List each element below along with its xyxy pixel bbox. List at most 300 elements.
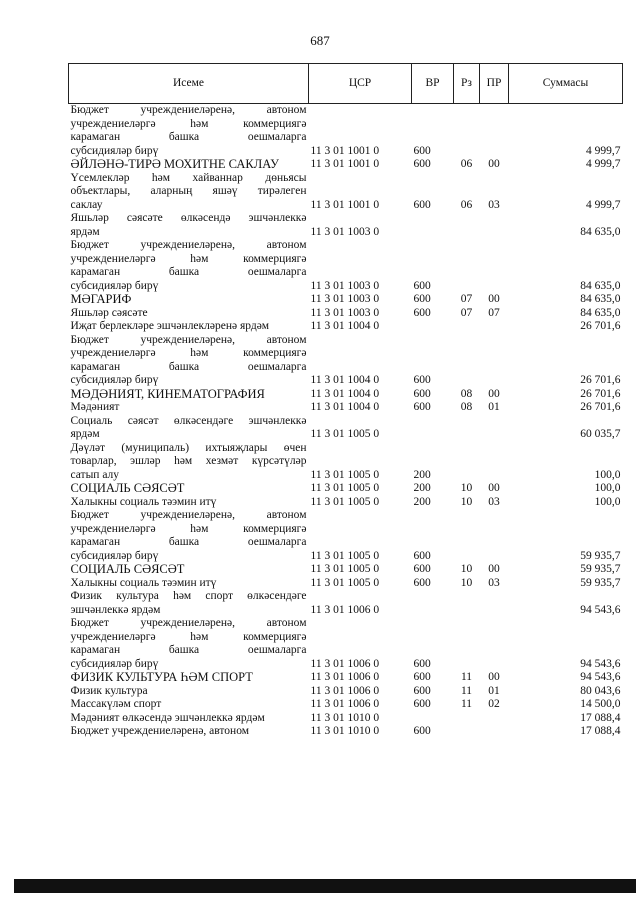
row-vr <box>412 104 454 118</box>
row-pr: 03 <box>488 495 500 508</box>
row-sum: 17 088,4 <box>580 711 621 724</box>
row-vr <box>412 631 454 645</box>
row-csr <box>309 253 412 267</box>
row-csr: 11 3 01 1001 0 <box>310 198 380 211</box>
row-vr <box>412 320 454 334</box>
row-pr <box>480 509 509 523</box>
row-vr <box>412 253 454 267</box>
row-vr: 600 <box>413 576 431 589</box>
row-csr: 11 3 01 1005 0 <box>310 428 380 440</box>
row-csr: 11 3 01 1005 0 <box>310 563 380 575</box>
row-sum <box>509 172 623 186</box>
row-vr: 200 <box>413 468 431 481</box>
row-sum: 100,0 <box>594 482 621 494</box>
row-vr <box>412 185 454 199</box>
header-csr: ЦСР <box>309 64 412 104</box>
row-name-line: Мәдәният <box>70 401 120 413</box>
row-name-line: субсидияләр бирү <box>70 549 159 562</box>
scan-edge-bar <box>14 879 636 893</box>
row-sum: 84 635,0 <box>580 225 621 238</box>
row-vr <box>412 347 454 361</box>
row-rz <box>454 212 480 226</box>
row-csr: 11 3 01 1010 0 <box>310 725 380 737</box>
row-pr: 00 <box>488 482 500 494</box>
row-rz: 07 <box>460 293 473 305</box>
row-vr <box>412 590 454 604</box>
row-sum: 100,0 <box>594 468 621 481</box>
row-pr: 00 <box>488 563 500 575</box>
row-name-line: ярдәм <box>70 225 100 238</box>
row-rz <box>454 266 480 280</box>
table-row <box>69 347 623 361</box>
table-row <box>69 239 623 253</box>
row-sum <box>509 617 623 631</box>
row-pr: 03 <box>488 576 500 589</box>
row-pr <box>480 104 509 118</box>
row-pr <box>480 320 509 334</box>
row-pr <box>480 185 509 199</box>
row-name-line: Социаль сәясәт өлкәсендәге эшчәнлеккә <box>70 414 307 427</box>
row-name-line: Бюджет учреждениеләренә, автоном <box>70 509 307 521</box>
row-rz <box>454 631 480 645</box>
row-pr <box>480 644 509 658</box>
row-name-line: учреждениеләргә һәм коммерциягә <box>70 522 307 535</box>
row-rz <box>454 455 480 469</box>
row-sum: 100,0 <box>594 495 621 508</box>
table-row <box>69 388 623 402</box>
row-sum: 4 999,7 <box>586 158 621 170</box>
row-sum <box>509 185 623 199</box>
row-sum: 94 543,6 <box>580 603 621 616</box>
row-name-line: Бюджет учреждениеләренә, автоном <box>70 104 307 116</box>
row-rz <box>454 658 480 672</box>
row-sum <box>509 455 623 469</box>
row-pr <box>480 361 509 375</box>
row-name-line: Физик культура <box>70 684 148 697</box>
row-name-line: субсидияләр бирү <box>70 144 159 157</box>
row-rz: 06 <box>460 158 473 170</box>
row-rz <box>454 550 480 564</box>
row-rz <box>454 604 480 618</box>
row-rz <box>454 239 480 253</box>
row-vr: 600 <box>413 293 431 305</box>
row-csr: 11 3 01 1005 0 <box>310 482 380 494</box>
table-row <box>69 401 623 415</box>
table-row <box>69 199 623 213</box>
row-name-line: карамаган башка оешмаларга <box>70 644 307 656</box>
row-csr <box>309 523 412 537</box>
row-sum <box>509 442 623 456</box>
table-row <box>69 280 623 294</box>
table-row <box>69 334 623 348</box>
row-pr <box>480 442 509 456</box>
row-sum: 94 543,6 <box>580 671 621 683</box>
row-rz <box>454 442 480 456</box>
row-name-line: СОЦИАЛЬ СӘЯСӘТ <box>70 481 185 495</box>
row-sum: 59 935,7 <box>580 549 621 562</box>
row-csr: 11 3 01 1006 0 <box>310 671 380 683</box>
row-vr <box>412 712 454 726</box>
row-sum: 26 701,6 <box>580 374 621 386</box>
table-row <box>69 604 623 618</box>
row-sum <box>509 253 623 267</box>
table-row <box>69 725 623 739</box>
header-rz: Рз <box>454 64 480 104</box>
row-rz <box>454 469 480 483</box>
row-vr: 600 <box>413 279 431 292</box>
row-rz <box>454 145 480 159</box>
row-pr <box>480 469 509 483</box>
row-rz <box>454 725 480 739</box>
row-name-line: карамаган башка оешмаларга <box>70 266 307 278</box>
row-csr <box>309 617 412 631</box>
row-csr <box>309 347 412 361</box>
row-csr: 11 3 01 1006 0 <box>310 657 380 670</box>
row-sum: 59 935,7 <box>580 563 621 575</box>
row-vr <box>412 226 454 240</box>
row-sum <box>509 523 623 537</box>
row-rz: 11 <box>460 671 473 683</box>
row-pr <box>480 712 509 726</box>
row-rz <box>454 361 480 375</box>
row-rz: 07 <box>460 306 473 319</box>
row-vr <box>412 428 454 442</box>
row-pr <box>480 550 509 564</box>
row-name-line: субсидияләр бирү <box>70 657 159 670</box>
row-pr <box>480 239 509 253</box>
row-pr: 00 <box>488 293 500 305</box>
row-vr <box>412 523 454 537</box>
row-csr: 11 3 01 1005 0 <box>310 549 380 562</box>
row-pr <box>480 415 509 429</box>
row-csr <box>309 172 412 186</box>
row-name-line: учреждениеләргә һәм коммерциягә <box>70 347 307 359</box>
row-name-line: Массакүләм спорт <box>70 698 162 710</box>
table-row <box>69 374 623 388</box>
table-row <box>69 226 623 240</box>
row-rz <box>454 334 480 348</box>
table-row <box>69 509 623 523</box>
row-rz: 11 <box>460 698 473 710</box>
row-name-line: Халыкны социаль тәэмин итү <box>70 576 217 589</box>
row-csr <box>309 185 412 199</box>
budget-table <box>68 63 623 739</box>
table-row <box>69 685 623 699</box>
row-csr: 11 3 01 1003 0 <box>310 293 380 305</box>
row-name-line: карамаган башка оешмаларга <box>70 131 307 143</box>
table-row <box>69 104 623 118</box>
row-csr <box>309 239 412 253</box>
row-name-line: Яшьләр сәясәте <box>70 306 148 319</box>
row-pr <box>480 428 509 442</box>
row-name-line: Бюджет учреждениеләренә, автоном <box>70 333 307 346</box>
row-sum: 94 543,6 <box>580 657 621 670</box>
row-sum <box>509 347 623 361</box>
row-rz <box>454 415 480 429</box>
row-pr <box>480 631 509 645</box>
table-row <box>69 212 623 226</box>
row-pr <box>480 725 509 739</box>
row-rz <box>454 712 480 726</box>
row-rz <box>454 374 480 388</box>
row-name-line: учреждениеләргә һәм коммерциягә <box>70 252 307 265</box>
row-name-line: Иҗат берлекләре эшчәнлекләренә ярдәм <box>70 320 270 332</box>
row-sum: 26 701,6 <box>580 401 621 413</box>
row-rz <box>454 226 480 240</box>
row-pr: 00 <box>488 158 500 170</box>
row-sum <box>509 590 623 604</box>
row-csr: 11 3 01 1001 0 <box>310 144 380 157</box>
row-csr <box>309 415 412 429</box>
row-name-line: ӘЙЛӘНӘ-ТИРӘ МОХИТНЕ САКЛАУ <box>70 157 280 171</box>
row-vr: 600 <box>413 563 431 575</box>
row-csr <box>309 334 412 348</box>
row-csr: 11 3 01 1001 0 <box>310 158 380 170</box>
row-rz <box>454 185 480 199</box>
row-name-line: Мәдәният өлкәсендә эшчәнлеккә ярдәм <box>70 711 265 724</box>
row-csr: 11 3 01 1003 0 <box>310 225 380 238</box>
row-pr <box>480 604 509 618</box>
header-name: Исеме <box>69 64 309 104</box>
row-vr: 600 <box>413 198 431 211</box>
row-vr: 600 <box>413 698 431 710</box>
row-csr: 11 3 01 1003 0 <box>310 279 380 292</box>
row-csr: 11 3 01 1005 0 <box>310 468 380 481</box>
table-row <box>69 712 623 726</box>
table-row <box>69 253 623 267</box>
table-row <box>69 658 623 672</box>
row-csr <box>309 455 412 469</box>
row-csr: 11 3 01 1003 0 <box>310 306 380 319</box>
table-row <box>69 631 623 645</box>
row-rz <box>454 104 480 118</box>
row-pr <box>480 131 509 145</box>
row-csr <box>309 131 412 145</box>
page-number: 687 <box>310 33 330 48</box>
row-vr <box>412 118 454 132</box>
row-vr: 600 <box>413 657 431 670</box>
table-row <box>69 698 623 712</box>
row-name-line: ярдәм <box>70 428 100 440</box>
row-vr: 600 <box>413 387 431 400</box>
row-sum: 4 999,7 <box>586 198 621 211</box>
table-row <box>69 563 623 577</box>
row-sum <box>509 104 623 118</box>
row-pr <box>480 253 509 267</box>
row-sum: 59 935,7 <box>580 576 621 589</box>
row-sum <box>509 361 623 375</box>
row-vr <box>412 266 454 280</box>
table-row <box>69 550 623 564</box>
row-vr <box>412 644 454 658</box>
row-vr: 600 <box>413 374 431 386</box>
row-pr: 03 <box>488 198 500 211</box>
table-row <box>69 293 623 307</box>
row-vr: 600 <box>413 725 431 737</box>
table-row <box>69 577 623 591</box>
row-name-line: саклау <box>70 198 103 211</box>
row-name-line: СОЦИАЛЬ СӘЯСӘТ <box>70 562 185 576</box>
row-csr <box>309 104 412 118</box>
row-vr: 600 <box>413 144 431 157</box>
row-rz <box>454 617 480 631</box>
row-rz: 06 <box>460 198 473 211</box>
table-row <box>69 185 623 199</box>
row-vr <box>412 604 454 618</box>
table-row <box>69 671 623 685</box>
row-vr <box>412 212 454 226</box>
row-rz <box>454 536 480 550</box>
row-pr <box>480 455 509 469</box>
table-row <box>69 266 623 280</box>
table-row <box>69 428 623 442</box>
row-vr <box>412 536 454 550</box>
table-row <box>69 536 623 550</box>
table-row <box>69 361 623 375</box>
row-csr: 11 3 01 1004 0 <box>310 320 380 332</box>
row-csr: 11 3 01 1006 0 <box>310 603 380 616</box>
table-row <box>69 523 623 537</box>
row-sum: 84 635,0 <box>580 279 621 292</box>
row-sum <box>509 118 623 132</box>
row-name-line: МӘГАРИФ <box>70 292 132 306</box>
row-vr <box>412 131 454 145</box>
row-name-line: МӘДӘНИЯТ, КИНЕМАТОГРАФИЯ <box>70 386 265 401</box>
row-csr <box>309 266 412 280</box>
row-pr <box>480 118 509 132</box>
table-row <box>69 118 623 132</box>
row-sum <box>509 131 623 145</box>
row-rz <box>454 644 480 658</box>
row-sum: 84 635,0 <box>580 306 621 319</box>
row-vr: 600 <box>413 549 431 562</box>
row-pr <box>480 617 509 631</box>
table-row <box>69 442 623 456</box>
row-name-line: карамаган башка оешмаларга <box>70 360 307 373</box>
row-csr: 11 3 01 1010 0 <box>310 711 380 724</box>
row-pr <box>480 374 509 388</box>
row-name-line: эшчәнлеккә ярдәм <box>70 603 161 616</box>
row-name-line: товарлар, эшләр һәм хезмәт күрсәтүләр <box>70 455 307 467</box>
row-rz: 11 <box>460 684 473 697</box>
row-vr <box>412 415 454 429</box>
row-csr <box>309 590 412 604</box>
row-rz <box>454 347 480 361</box>
table-row <box>69 617 623 631</box>
row-name-line: субсидияләр бирү <box>70 374 159 386</box>
row-vr <box>412 239 454 253</box>
row-sum <box>509 509 623 523</box>
row-name-line: карамаган башка оешмаларга <box>70 536 307 548</box>
row-name-line: Яшьләр сәясәте өлкәсендә эшчәнлеккә <box>70 212 307 224</box>
row-sum <box>509 536 623 550</box>
row-vr <box>412 172 454 186</box>
row-pr: 00 <box>488 387 500 400</box>
row-name-line: Халыкны социаль тәэмин итү <box>70 495 217 508</box>
row-name-line: Бюджет учреждениеләренә, автоном <box>70 725 250 737</box>
row-csr: 11 3 01 1004 0 <box>310 401 380 413</box>
row-name-line: Бюджет учреждениеләренә, автоном <box>70 617 307 629</box>
table-row <box>69 590 623 604</box>
row-csr <box>309 442 412 456</box>
header-pr: ПР <box>480 64 509 104</box>
row-vr: 600 <box>413 671 431 683</box>
table-row <box>69 469 623 483</box>
row-pr: 00 <box>488 671 500 683</box>
table-row <box>69 158 623 172</box>
row-csr <box>309 118 412 132</box>
row-pr: 02 <box>488 698 500 710</box>
row-csr: 11 3 01 1006 0 <box>310 698 380 710</box>
row-rz: 10 <box>460 576 473 589</box>
row-sum <box>509 212 623 226</box>
row-name-line: сатып алу <box>70 468 120 481</box>
row-name-line: учреждениеләргә һәм коммерциягә <box>70 117 307 130</box>
row-rz: 08 <box>460 401 473 413</box>
row-vr <box>412 334 454 348</box>
row-pr <box>480 536 509 550</box>
row-rz: 08 <box>460 387 473 400</box>
row-csr <box>309 212 412 226</box>
table-body <box>69 104 623 739</box>
row-vr: 200 <box>413 482 431 494</box>
row-vr <box>412 617 454 631</box>
row-pr <box>480 280 509 294</box>
row-vr: 600 <box>413 684 431 697</box>
row-rz <box>454 131 480 145</box>
row-name-line: субсидияләр бирү <box>70 279 159 292</box>
table-row <box>69 482 623 496</box>
header-sum: Суммасы <box>509 64 623 104</box>
row-rz <box>454 118 480 132</box>
row-vr <box>412 509 454 523</box>
row-csr <box>309 644 412 658</box>
row-rz <box>454 590 480 604</box>
row-csr: 11 3 01 1004 0 <box>310 387 380 400</box>
row-sum: 17 088,4 <box>580 725 621 737</box>
row-csr <box>309 509 412 523</box>
row-rz <box>454 320 480 334</box>
row-csr <box>309 631 412 645</box>
header-vr: ВР <box>412 64 454 104</box>
row-sum: 4 999,7 <box>586 144 621 157</box>
table-row <box>69 320 623 334</box>
row-csr <box>309 536 412 550</box>
table-row <box>69 307 623 321</box>
row-vr <box>412 442 454 456</box>
row-vr <box>412 455 454 469</box>
row-rz <box>454 172 480 186</box>
table-header-row <box>69 64 623 104</box>
row-csr: 11 3 01 1005 0 <box>310 495 380 508</box>
row-name-line: Бюджет учреждениеләренә, автоном <box>70 239 307 251</box>
row-rz: 10 <box>460 563 473 575</box>
row-name-line: учреждениеләргә һәм коммерциягә <box>70 630 307 643</box>
row-csr: 11 3 01 1005 0 <box>310 576 380 589</box>
row-rz <box>454 280 480 294</box>
row-sum <box>509 644 623 658</box>
row-rz <box>454 428 480 442</box>
row-csr: 11 3 01 1004 0 <box>310 374 380 386</box>
row-pr <box>480 172 509 186</box>
table-row <box>69 496 623 510</box>
row-vr: 600 <box>413 401 431 413</box>
row-vr: 600 <box>413 158 431 170</box>
row-pr <box>480 347 509 361</box>
table-row <box>69 145 623 159</box>
row-pr <box>480 658 509 672</box>
row-rz <box>454 523 480 537</box>
